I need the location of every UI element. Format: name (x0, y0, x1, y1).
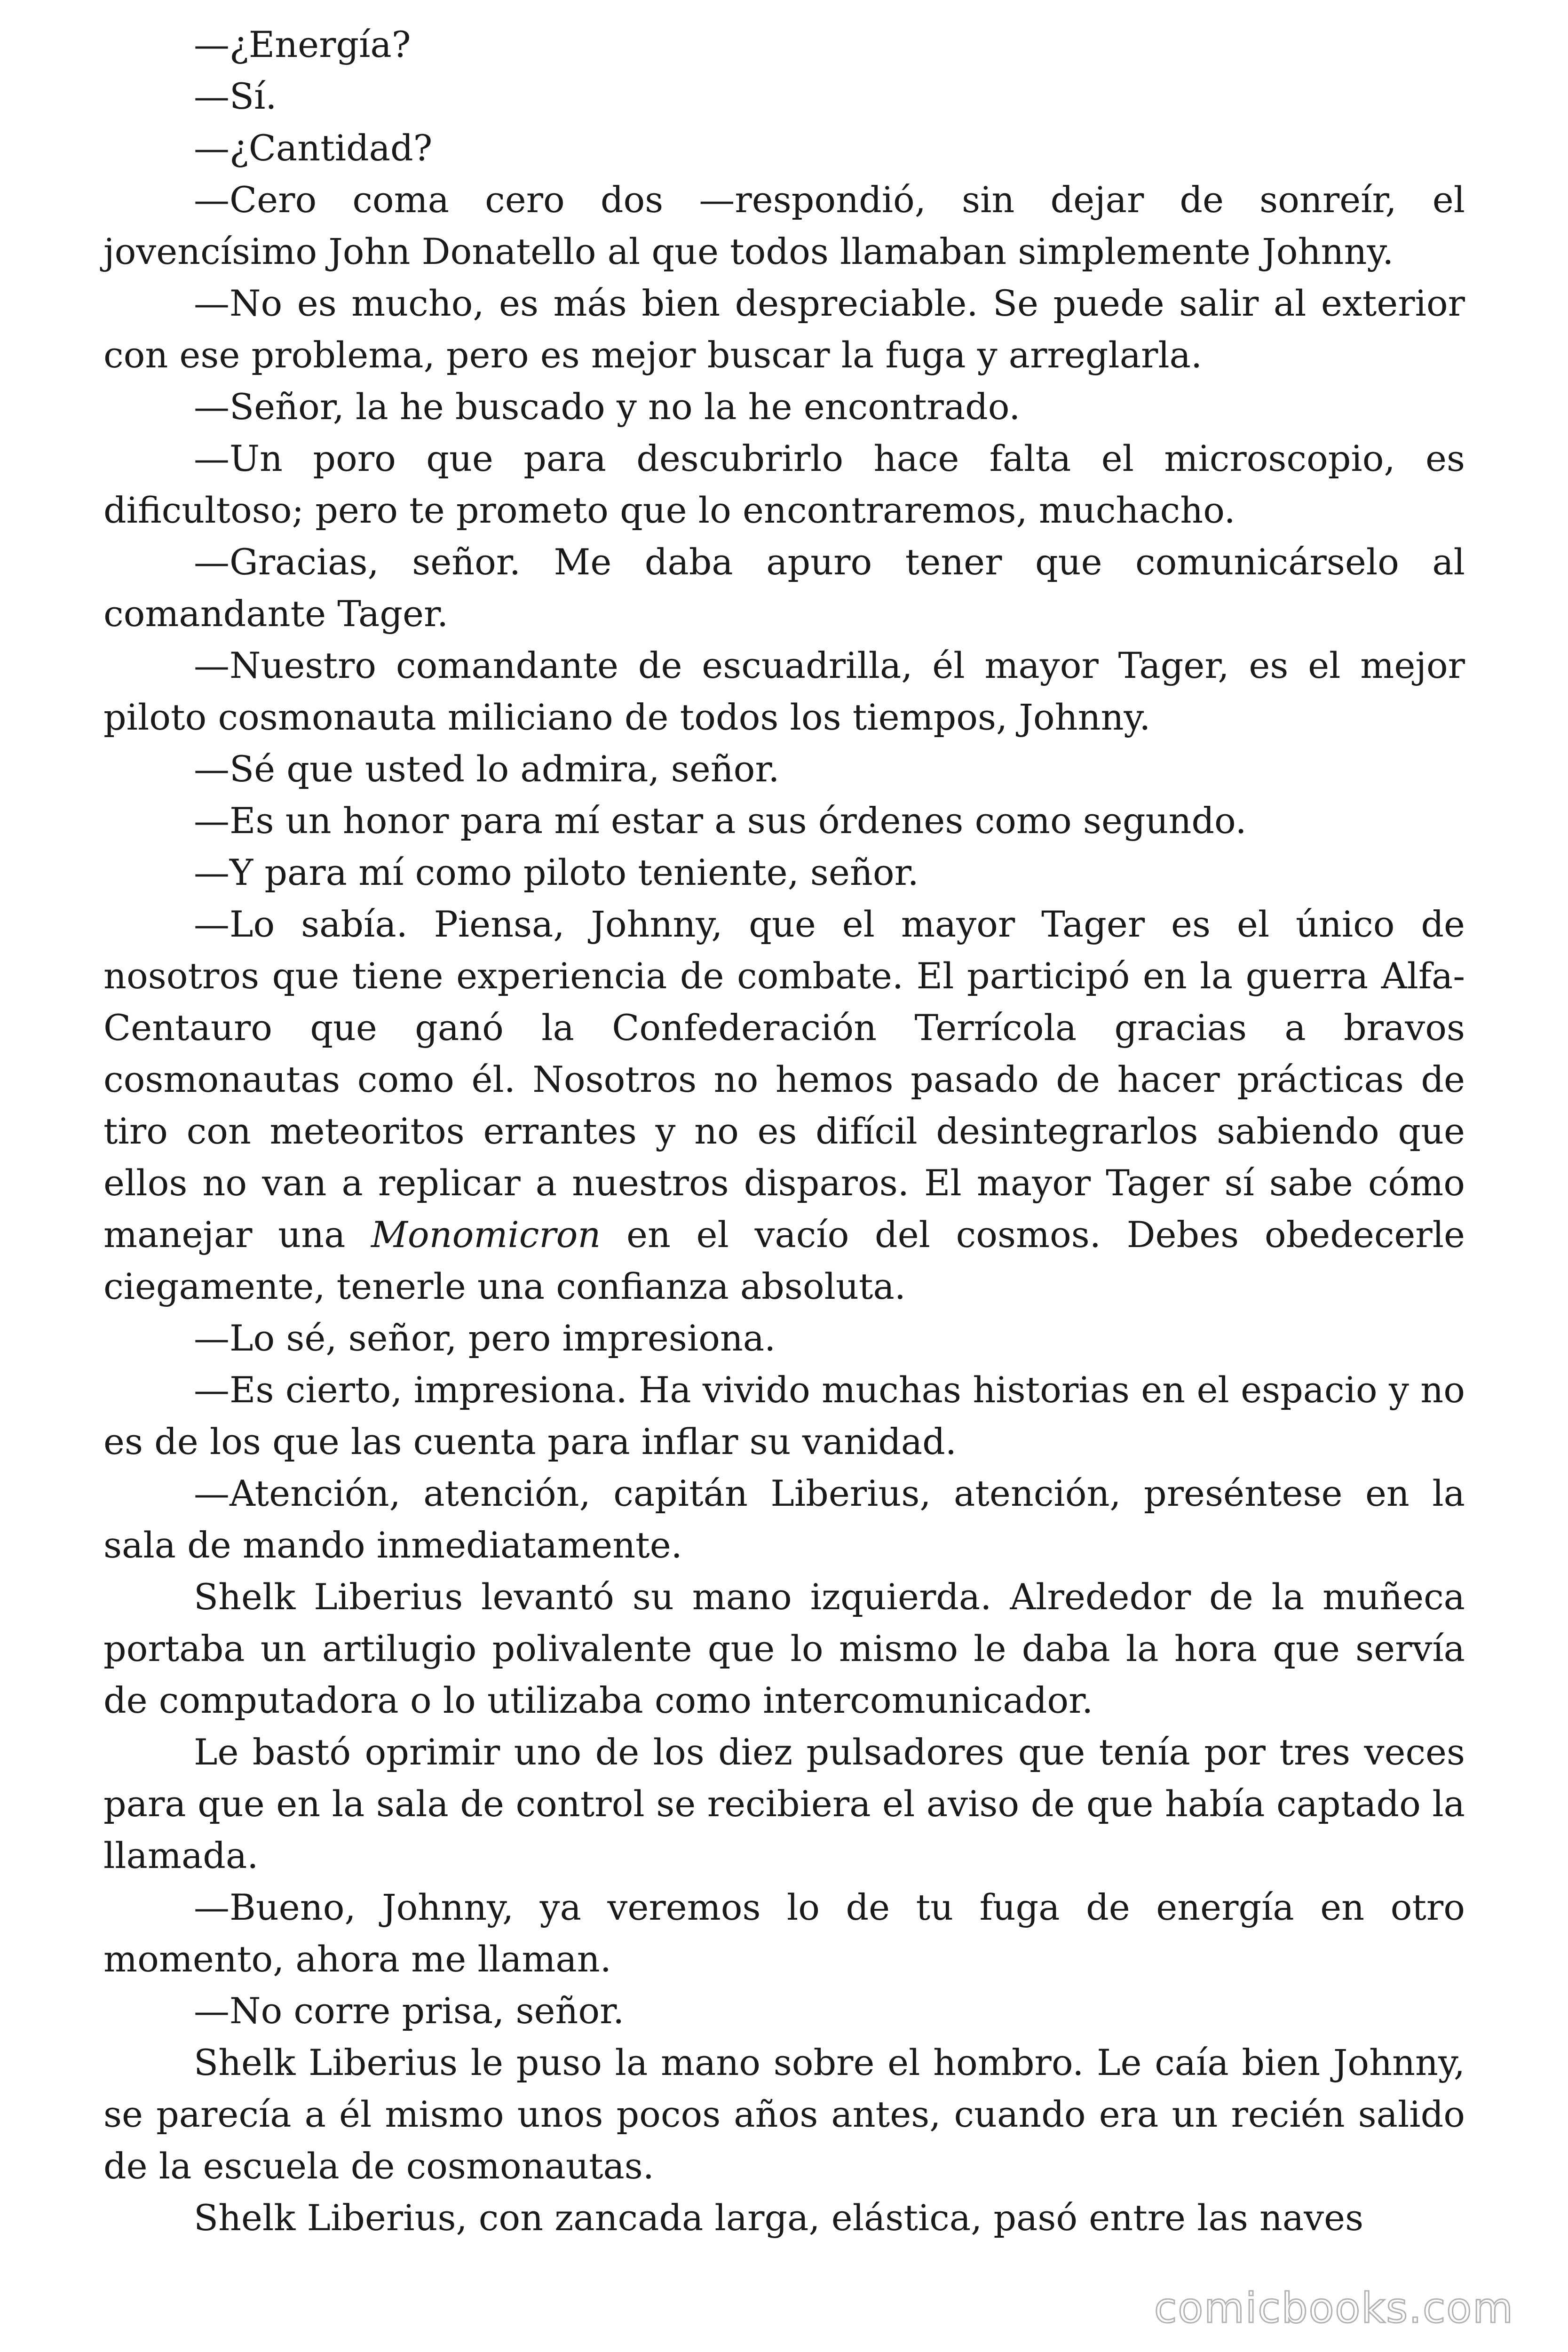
paragraph: —Señor, la he buscado y no la he encontrado. (194, 386, 1021, 428)
book-page (103, 19, 1465, 2244)
paragraph: —Atención, atención, capitán Liberius, atención, preséntese en la sala de mando inmediatamente. (103, 1472, 1465, 1566)
paragraph: —¿Cantidad? (194, 127, 433, 169)
paragraph: Shelk Liberius levantó su mano izquierda. Alrededor de la muñeca portaba un artilugio polivalente que lo mismo le daba la hora que servía de computadora o lo utilizaba como intercomunicador. (103, 1576, 1465, 1721)
paragraph: —No es mucho, es más bien despreciable. Se puede salir al exterior con ese problema, pero es mejor buscar la fuga y arreglarla. (103, 282, 1465, 376)
paragraph: Le bastó oprimir uno de los diez pulsadores que tenía por tres veces para que en la sala de control se recibiera el aviso de que había captado la llamada. (103, 1731, 1465, 1876)
paragraph: —Es cierto, impresiona. Ha vivido muchas historias en el espacio y no es de los que las cuenta para inflar su vanidad. (103, 1369, 1465, 1462)
paragraph: Shelk Liberius le puso la mano sobre el hombro. Le caía bien Johnny, se parecía a él mismo unos pocos años antes, cuando era un recién salido de la escuela de cosmonautas. (103, 2042, 1465, 2187)
paragraph: —No corre prisa, señor. (194, 1990, 625, 2032)
paragraph: —Nuestro comandante de escuadrilla, él mayor Tager, es el mejor piloto cosmonauta miliciano de todos los tiempos, Johnny. (103, 644, 1465, 738)
paragraph: —Lo sabía. Piensa, Johnny, que el mayor Tager es el único de nosotros que tiene experiencia de combate. El participó en la guerra Alfa-Centauro que ganó la Confederación Terrícola gracias a bravos cosmonautas como él. Nosotros no hemos pasado de hacer prácticas de tiro con meteoritos errantes y no es difícil desintegrarlos sabiendo que ellos no van a replicar a nuestros disparos. El mayor Tager sí sabe cómo manejar una Monomicron en el vacío del cosmos. Debes obedecerle ciegamente, tenerle una confianza absoluta. (103, 903, 1465, 1307)
paragraph: —¿Energía? (194, 24, 411, 65)
ship-name-italic: Monomicron (371, 1214, 601, 1255)
paragraph: —Y para mí como piloto teniente, señor. (194, 851, 919, 893)
paragraph: —Sé que usted lo admira, señor. (194, 748, 780, 790)
paragraph: —Cero coma cero dos —respondió, sin dejar de sonreír, el jovencísimo John Donatello al que todos llamaban simplemente Johnny. (103, 179, 1465, 272)
paragraph: —Lo sé, señor, pero impresiona. (194, 1317, 776, 1359)
paragraph: —Bueno, Johnny, ya veremos lo de tu fuga de energía en otro momento, ahora me llaman. (103, 1886, 1465, 1980)
paragraph: —Un poro que para descubrirlo hace falta el microscopio, es dificultoso; pero te prometo que lo encontraremos, muchacho. (103, 437, 1465, 531)
watermark-logo: comicbooks.com (1154, 2284, 1514, 2332)
paragraph: —Gracias, señor. Me daba apuro tener que comunicárselo al comandante Tager. (103, 541, 1465, 635)
paragraph: —Sí. (194, 75, 277, 117)
paragraph: Shelk Liberius, con zancada larga, elástica, pasó entre las naves (194, 2197, 1364, 2239)
paragraph: —Es un honor para mí estar a sus órdenes como segundo. (194, 800, 1247, 842)
